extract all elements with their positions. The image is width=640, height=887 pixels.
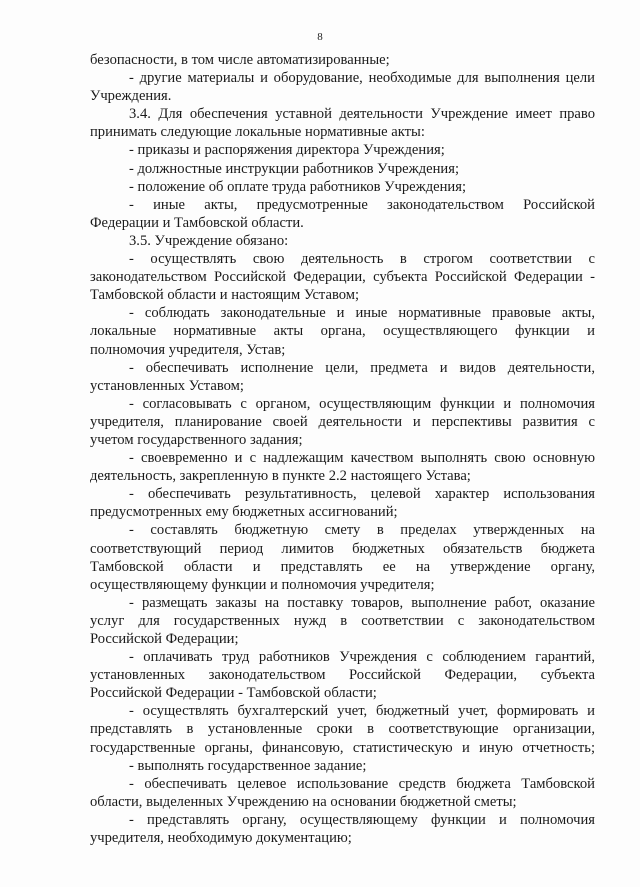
text-line: Федерации и Тамбовской области. [90, 214, 304, 231]
text-line: учетом государственного задания; [90, 431, 303, 448]
text-line: - оплачивать труд работников Учреждения с соблюдением гарантий, [129, 649, 595, 666]
text-line: Тамбовской области и представлять ее на утверждение органу, [90, 558, 595, 575]
text-line: соответствующий период лимитов бюджетных обязательств бюджета [90, 540, 595, 557]
text-line: услуг для государственных нужд в соответствии с законодательством [90, 612, 595, 629]
text-line: 3.4. Для обеспечения уставной деятельности Учреждение имеет право [129, 106, 595, 123]
text-line: установленных Уставом; [90, 377, 244, 394]
text-line: Российской Федерации; [90, 631, 239, 647]
text-line: учредителя, необходимую документацию; [90, 830, 352, 847]
text-line: - иные акты, предусмотренные законодательством Российской [129, 196, 595, 213]
text-line: законодательством Российской Федерации, субъекта Российской Федерации - [90, 269, 595, 286]
text-line: - согласовывать с органом, осуществляющим функции и полномочия [129, 395, 595, 412]
text-line: Тамбовской области и настоящим Уставом; [90, 287, 360, 304]
text-line: безопасности, в том числе автоматизированные; [90, 52, 390, 68]
text-line: - обеспечивать исполнение цели, предмета и видов деятельности, [129, 359, 595, 376]
text-line: области, выделенных Учреждению на основании бюджетной сметы; [90, 793, 517, 810]
text-line: - размещать заказы на поставку товаров, выполнение работ, оказание [129, 594, 595, 611]
text-line: государственные органы, финансовую, статистическую и иную отчетность; [90, 739, 595, 756]
text-line: - представлять органу, осуществляющему функции и полномочия [129, 811, 595, 828]
text-line: учредителя, планирование своей деятельности и перспективы развития с [90, 413, 595, 430]
text-line: 3.5. Учреждение обязано: [129, 232, 289, 249]
text-line: - выполнять государственное задание; [129, 757, 367, 774]
text-line: полномочия учредителя, Устав; [90, 341, 286, 358]
text-line: установленных законодательством Российской Федерации, субъекта [90, 667, 595, 684]
text-line: - обеспечивать целевое использование средств бюджета Тамбовской [129, 775, 595, 792]
text-line: Учреждения. [90, 88, 172, 105]
text-line: Российской Федерации - Тамбовской области; [90, 685, 377, 702]
text-line: представлять в установленные сроки в соответствующие организации, [90, 721, 595, 738]
text-line: локальные нормативные акты органа, осуществляющего функции и [90, 323, 595, 340]
text-line: - составлять бюджетную смету в пределах утвержденных на [129, 522, 595, 539]
text-line: - своевременно и с надлежащим качеством выполнять свою основную [129, 450, 595, 467]
text-line: - обеспечивать результативность, целевой характер использования [129, 486, 595, 503]
page-number: 8 [317, 31, 323, 43]
text-line: - положение об оплате труда работников Учреждения; [129, 178, 467, 195]
text-line: принимать следующие локальные нормативные акты: [90, 124, 425, 141]
text-line: - осуществлять свою деятельность в строгом соответствии с [129, 251, 595, 268]
text-line: осуществляющему функции и полномочия учредителя; [90, 576, 435, 593]
text-line: - должностные инструкции работников Учреждения; [129, 160, 459, 177]
text-line: - соблюдать законодательные и иные нормативные правовые акты, [129, 305, 595, 322]
text-line: - другие материалы и оборудование, необходимые для выполнения цели [129, 70, 595, 87]
document-body [90, 51, 595, 847]
text-line: - осуществлять бухгалтерский учет, бюджетный учет, формировать и [129, 703, 595, 720]
text-line: - приказы и распоряжения директора Учреждения; [129, 142, 445, 159]
text-line: деятельность, закрепленную в пункте 2.2 настоящего Устава; [90, 468, 471, 485]
text-line: предусмотренных ему бюджетных ассигнований; [90, 504, 398, 521]
